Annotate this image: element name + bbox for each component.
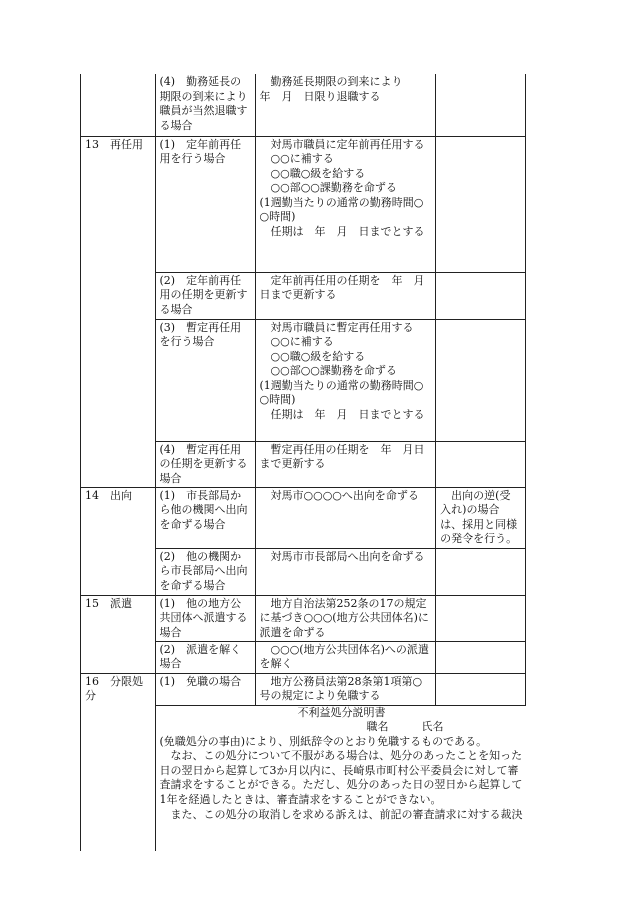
case-cell: (2) 定年前再任用の任期を更新する場合 bbox=[155, 272, 255, 319]
notice-signature: 職名 氏名 bbox=[366, 720, 444, 734]
case-cell: (4) 暫定再任用の任期を更新する場合 bbox=[155, 441, 255, 487]
case-cell: (1) 他の地方公共団体へ派遣する場合 bbox=[155, 595, 255, 641]
order-text-cell: 定年前再任用の任期を 年 月 日まで更新する bbox=[255, 272, 436, 319]
order-text-cell: 暫定再任用の任期を 年 月日まで更新する bbox=[255, 441, 436, 487]
notice-paragraph: なお、この処分について不服がある場合は、処分のあったことを知った日の翌日から起算して3か月以内に、長崎県市町村公平委員会に対して審査請求をすることができる。ただし、処分のあった日の翌日から起算して1年を経過したときは、審査請求をすることができない。 bbox=[159, 749, 523, 807]
note-cell bbox=[436, 136, 526, 272]
order-text-cell: 地方公務員法第28条第1項第○号の規定により免職する bbox=[255, 673, 436, 705]
note-cell: 出向の逆(受入れ)の場合は、採用と同様の発令を行う。 bbox=[436, 487, 526, 548]
category-cell bbox=[81, 74, 156, 136]
category-cell-14: 14 出向 bbox=[81, 487, 156, 595]
note-cell bbox=[436, 441, 526, 487]
table-row bbox=[81, 673, 526, 705]
case-cell: (1) 定年前再任用を行う場合 bbox=[155, 136, 255, 272]
notice-paragraph: (免職処分の事由)により、別紙辞令のとおり免職するものである。 bbox=[159, 734, 488, 748]
case-cell: (1) 免職の場合 bbox=[155, 673, 255, 705]
note-cell bbox=[436, 319, 526, 441]
order-text-cell: 対馬市職員に暫定再任用する ○○に補する ○○職○級を給する ○○部○○課勤務を命ずる (1週勤当たりの通常の勤務時間○○時間) 任期は 年 月 日までとする bbox=[255, 319, 436, 441]
order-text-cell: 対馬市市長部局へ出向を命ずる bbox=[255, 548, 436, 595]
case-cell: (3) 暫定再任用を行う場合 bbox=[155, 319, 255, 441]
note-cell bbox=[436, 641, 526, 673]
order-text-cell: 対馬市○○○○へ出向を命ずる bbox=[255, 487, 436, 548]
personnel-order-table-page bbox=[80, 74, 526, 851]
order-text-cell: 地方自治法第252条の17の規定に基づき○○○(地方公共団体名)に派遣を命ずる bbox=[255, 595, 436, 641]
category-cell-15: 15 派遣 bbox=[81, 595, 156, 673]
note-cell bbox=[436, 74, 526, 136]
category-cell-16: 16 分限処分 bbox=[81, 673, 156, 851]
table-row bbox=[81, 487, 526, 548]
notice-title: 不利益処分説明書 bbox=[297, 705, 386, 719]
note-cell bbox=[436, 272, 526, 319]
order-text-cell: ○○○(地方公共団体名)への派遣を解く bbox=[255, 641, 436, 673]
case-cell: (2) 派遣を解く場合 bbox=[155, 641, 255, 673]
table-row bbox=[81, 136, 526, 272]
order-text-cell: 勤務延長期限の到来により 年 月 日限り退職する bbox=[255, 74, 436, 136]
note-cell bbox=[436, 595, 526, 641]
case-cell: (2) 他の機関から市長部局へ出向を命ずる場合 bbox=[155, 548, 255, 595]
table-row bbox=[81, 74, 526, 136]
note-cell bbox=[436, 673, 526, 705]
notice-paragraph: また、この処分の取消しを求める訴えは、前記の審査請求に対する裁決 bbox=[159, 807, 523, 821]
personnel-order-table bbox=[80, 74, 526, 851]
case-cell: (4) 勤務延長の期限の到来により職員が当然退職する場合 bbox=[155, 74, 255, 136]
table-row bbox=[81, 595, 526, 641]
case-cell: (1) 市長部局から他の機関へ出向を命ずる場合 bbox=[155, 487, 255, 548]
disadvantage-notice bbox=[155, 705, 526, 851]
category-cell-13: 13 再任用 bbox=[81, 136, 156, 487]
note-cell bbox=[436, 548, 526, 595]
order-text-cell: 対馬市職員に定年前再任用する ○○に補する ○○職○級を給する ○○部○○課勤務を命ずる (1週勤当たりの通常の勤務時間○○時間) 任期は 年 月 日までとする bbox=[255, 136, 436, 272]
